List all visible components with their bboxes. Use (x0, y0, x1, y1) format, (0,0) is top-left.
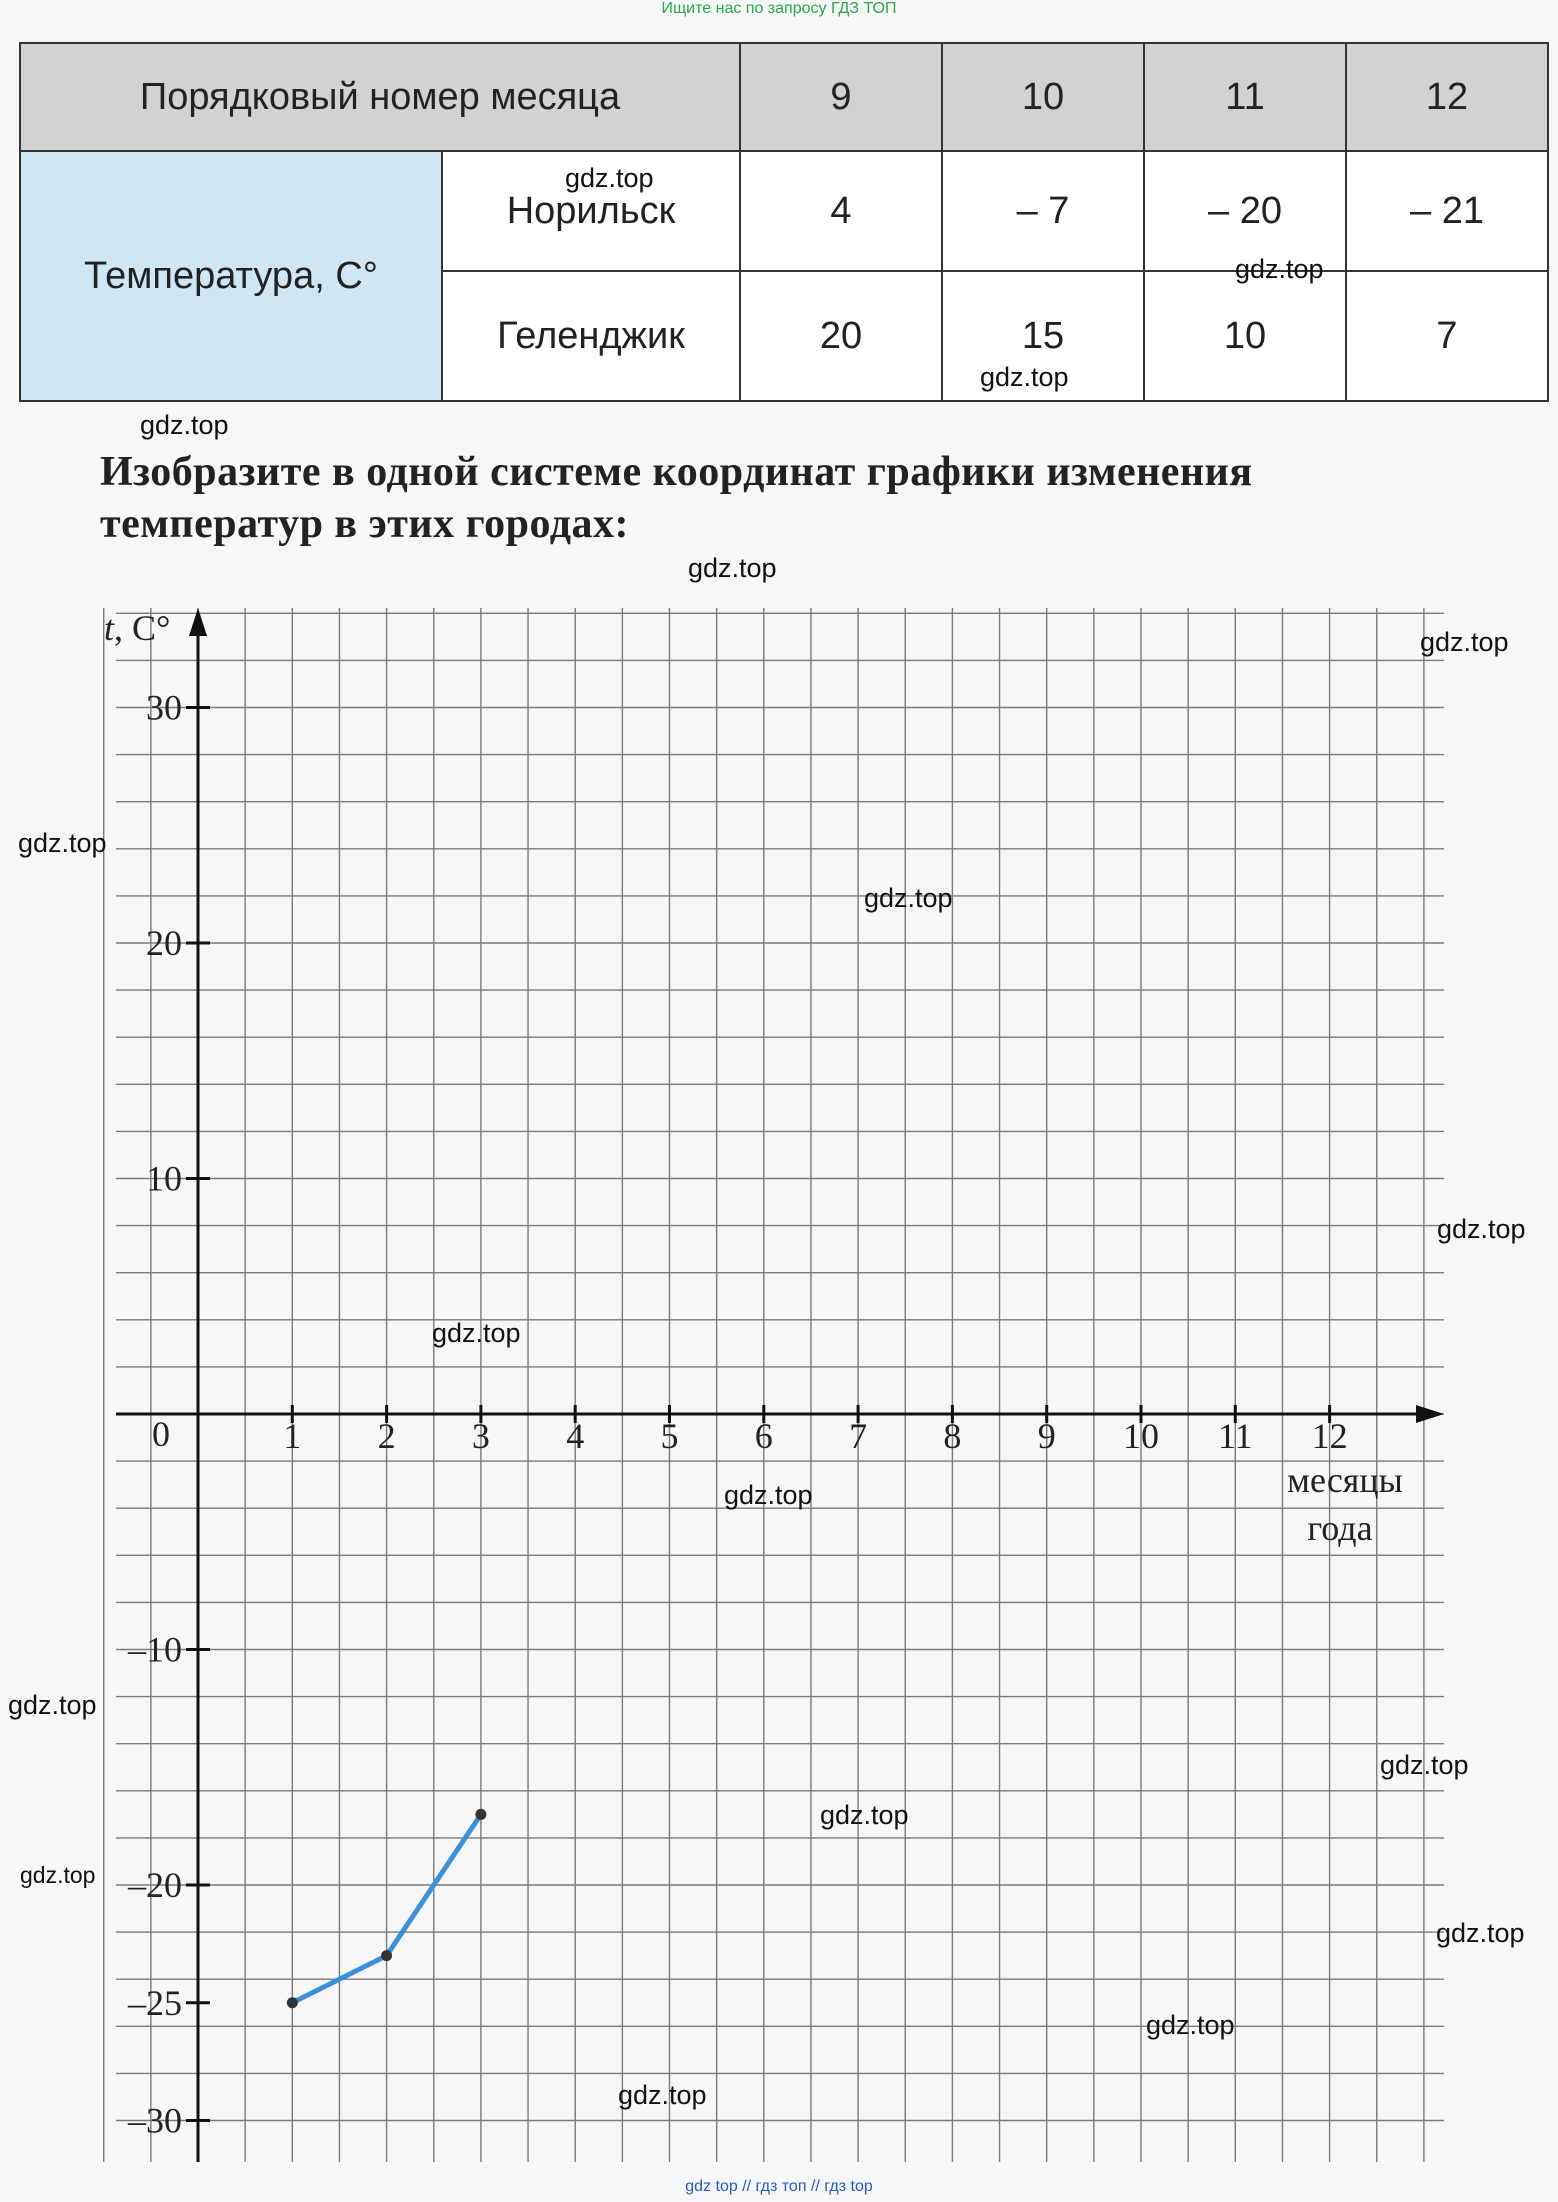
table-cell: 10 (1144, 271, 1346, 401)
watermark: gdz.top (432, 1318, 521, 1348)
chart-grid (104, 608, 1444, 2162)
y-tick-label: –20 (128, 1865, 182, 1905)
watermark: gdz.top (18, 828, 107, 858)
y-tick-label: –10 (128, 1629, 182, 1670)
table-cell: 7 (1346, 271, 1548, 401)
x-tick-label: 9 (1037, 1416, 1056, 1456)
y-axis-unit: , С° (114, 608, 171, 648)
x-tick-label: 12 (1311, 1416, 1348, 1456)
table-cell: – 20 (1144, 151, 1346, 271)
table-cell: – 21 (1346, 151, 1548, 271)
data-point (475, 1809, 486, 1820)
y-axis-variable: t (104, 608, 115, 648)
x-tick-label: 1 (283, 1416, 302, 1456)
watermark: gdz.top (140, 410, 229, 440)
x-tick-label: 5 (660, 1416, 679, 1456)
month-header-12: 12 (1346, 43, 1548, 151)
y-tick-label: –30 (128, 2100, 182, 2141)
watermark: gdz.top (1235, 254, 1324, 284)
table-cell: – 7 (942, 151, 1144, 271)
watermark: gdz.top (1420, 627, 1509, 657)
y-tick-label: 30 (146, 687, 182, 728)
data-point (381, 1950, 392, 1961)
watermark: gdz.top (1436, 1918, 1525, 1948)
watermark: gdz.top (565, 163, 654, 193)
city-norilsk: Норильск (442, 151, 740, 271)
y-tick-label: 10 (146, 1158, 182, 1199)
watermark: gdz.top (820, 1800, 909, 1830)
x-axis-title-line1: месяцы (1287, 1460, 1403, 1500)
x-tick-label: 6 (754, 1416, 773, 1456)
watermark: gdz.top (1380, 1750, 1469, 1780)
table-cell: 20 (740, 271, 942, 401)
table-cell: 4 (740, 151, 942, 271)
x-axis-title-line2: года (1307, 1508, 1373, 1548)
x-tick-label: 11 (1217, 1416, 1253, 1456)
watermark: gdz.top (688, 553, 777, 583)
temperature-label: Температура, С° (20, 151, 442, 401)
y-tick-label: –25 (128, 1982, 182, 2023)
x-tick-label: 3 (471, 1416, 490, 1456)
x-tick-label: 8 (943, 1416, 962, 1456)
watermark: gdz.top (980, 362, 1069, 392)
month-header-9: 9 (740, 43, 942, 151)
x-tick-label: 7 (849, 1416, 868, 1456)
watermark: gdz.top (618, 2080, 707, 2110)
task-line-1: Изобразите в одной системе координат графики изменения (100, 449, 1253, 495)
x-tick-label: 2 (377, 1416, 396, 1456)
x-axis-arrow (1416, 1405, 1444, 1423)
task-line-2: температур в этих городах: (100, 501, 629, 547)
table-cell: 15 (942, 271, 1144, 401)
top-banner[interactable]: Ищите нас по запросу ГДЗ ТОП (661, 0, 897, 17)
watermark: gdz.top (864, 883, 953, 913)
watermark: gdz.top (1146, 2010, 1235, 2040)
x-tick-label: 10 (1123, 1416, 1159, 1456)
watermark: gdz.top (8, 1690, 97, 1720)
chart-axes (116, 608, 1444, 2162)
watermark: gdz.top (20, 1862, 96, 1888)
month-header-11: 11 (1144, 43, 1346, 151)
y-axis-arrow (189, 608, 207, 636)
origin-label: 0 (152, 1414, 170, 1454)
watermark: gdz.top (724, 1480, 813, 1510)
month-header-10: 10 (942, 43, 1144, 151)
x-tick-label: 4 (566, 1416, 585, 1456)
bottom-banner[interactable]: gdz top // гдз топ // гдз top (685, 2178, 873, 2195)
watermark: gdz.top (1437, 1214, 1526, 1244)
y-axis-title (104, 608, 170, 648)
y-tick-label: 20 (146, 923, 182, 963)
data-point (287, 1997, 298, 2008)
month-header-label: Порядковый номер месяца (20, 43, 740, 151)
city-gelendzhik: Геленджик (442, 271, 740, 401)
